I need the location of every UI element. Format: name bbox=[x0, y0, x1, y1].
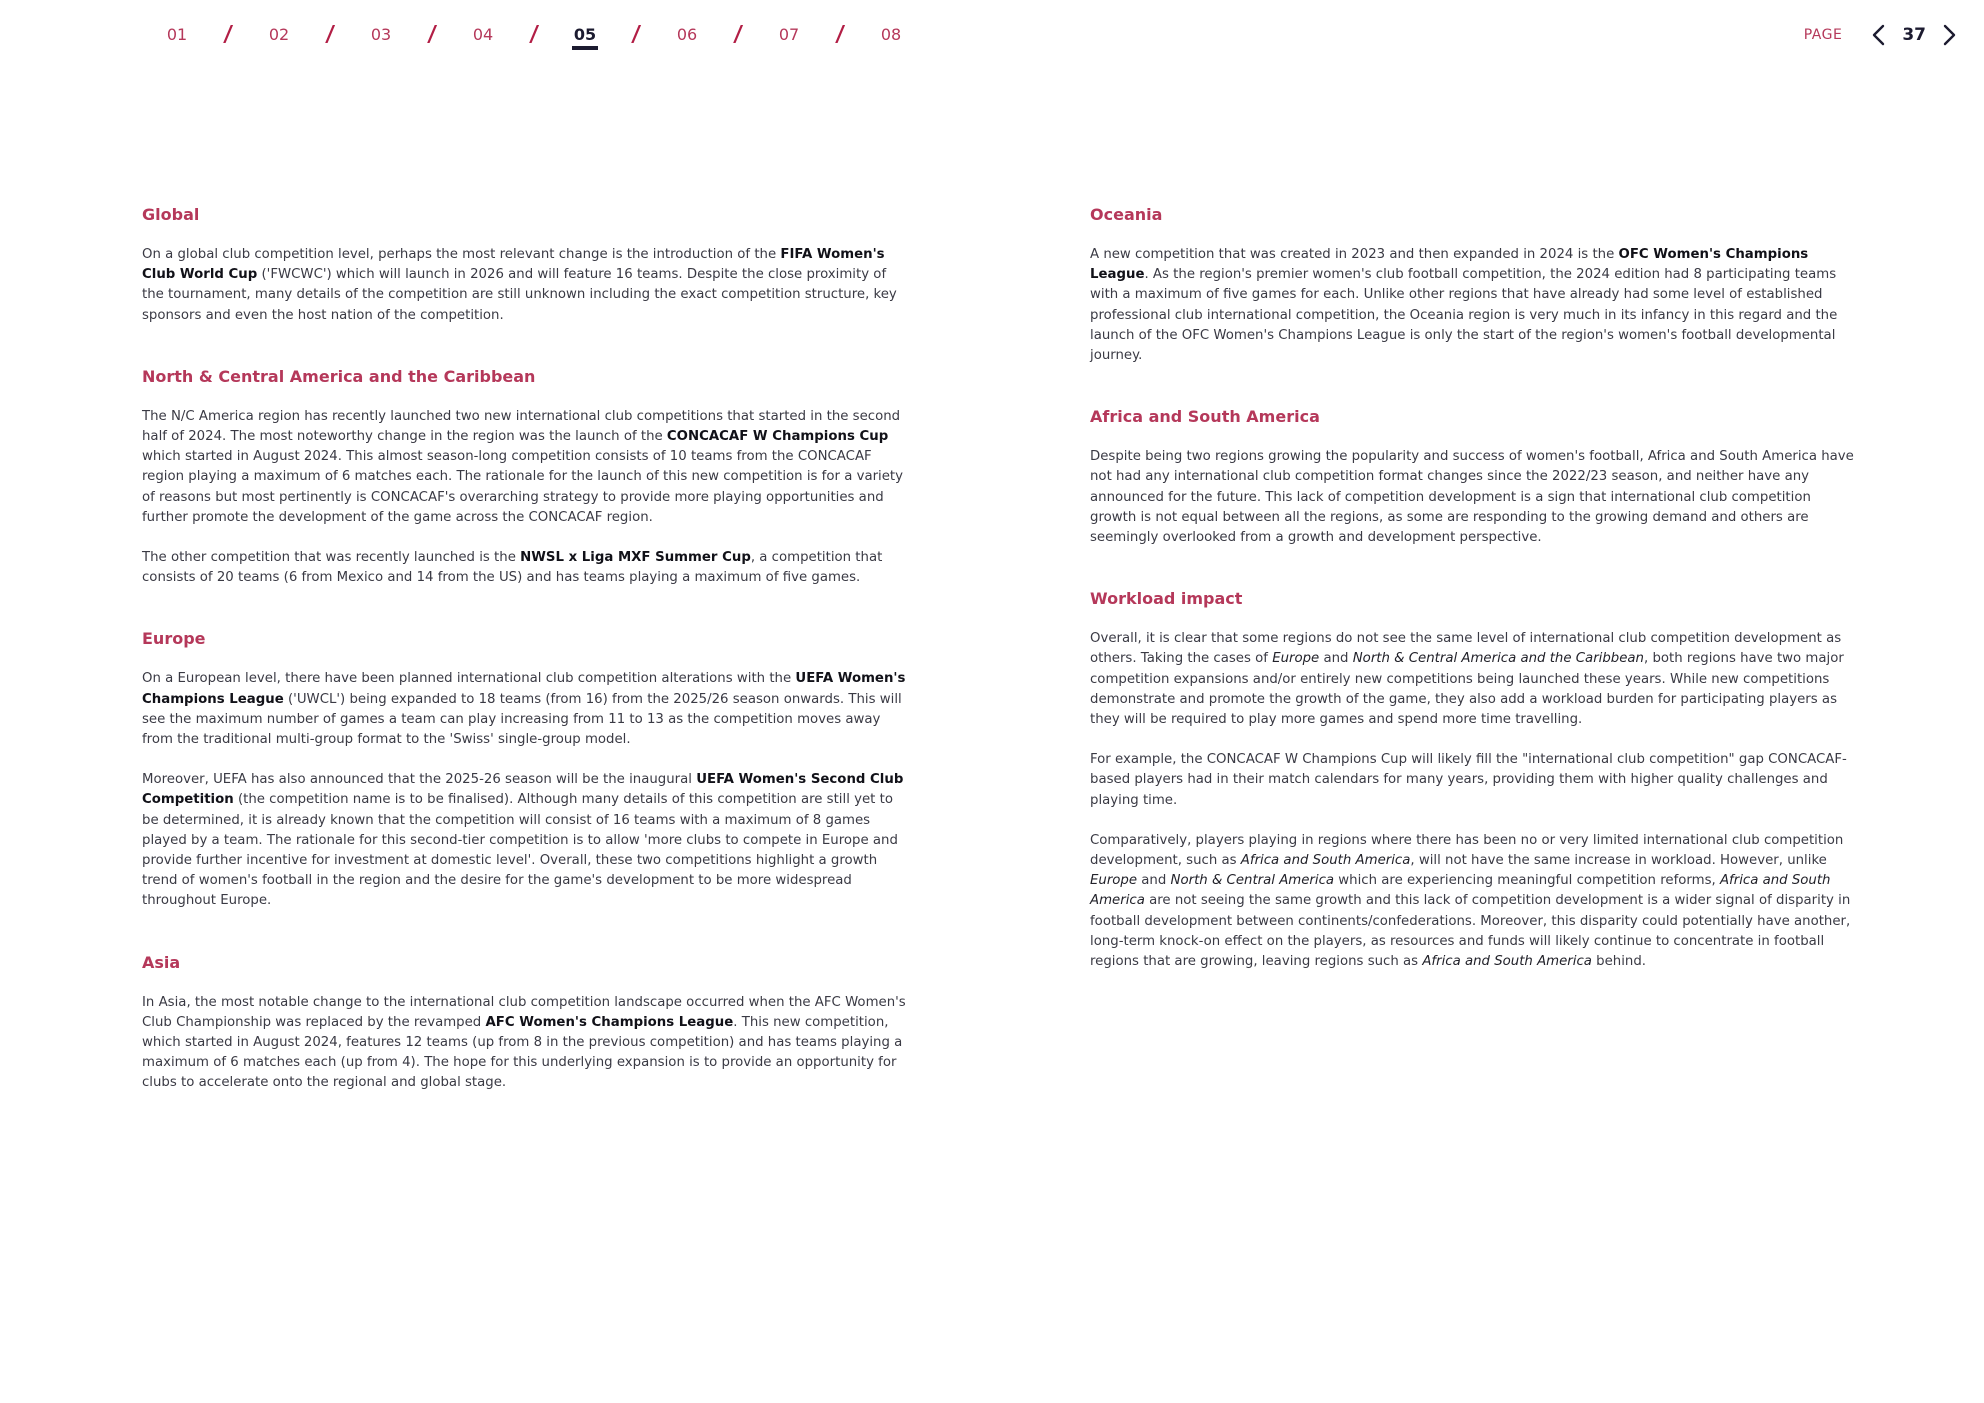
section-heading-north-central-america: North & Central America and the Caribbean bbox=[142, 366, 536, 386]
section-africa-south-america bbox=[1090, 405, 1860, 548]
paragraph: For example, the CONCACAF W Champions Cup will likely fill the "international club competition" gap CONCACAF-based players had in their match calendars for many years, providing them with higher quality challenges and playing time. bbox=[1090, 752, 1847, 808]
paragraph: In Asia, the most notable change to the international club competition landscape occurred when the AFC Women's Club Championship was replaced by the revamped AFC Women's Champions League. This new competition, which started in August 2024, features 12 teams (up from 8 in the previous competition) and has teams playing a maximum of 6 matches each (up from 4). The hope for this underlying expansion is to provide an opportunity for clubs to accelerate onto the regional and global stage. bbox=[142, 994, 906, 1091]
nav-separator: / bbox=[732, 22, 744, 47]
paragraph: A new competition that was created in 2023 and then expanded in 2024 is the OFC Women's Champions League. As the region's premier women's club football competition, the 2024 edition had 8 participating teams with a maximum of five games for each. Unlike other regions that have already had some level of established professional club international competition, the Oceania region is very much in its infancy in this regard and the launch of the OFC Women's Champions League is only the start of the region's women's football developmental journey. bbox=[1090, 247, 1838, 364]
next-page-button[interactable] bbox=[1940, 22, 1960, 48]
region-name: Europe bbox=[1090, 873, 1138, 889]
chapter-link-02[interactable]: 02 bbox=[268, 25, 290, 44]
section-global bbox=[142, 203, 912, 326]
region-name: North & Central America bbox=[1170, 873, 1335, 889]
paragraph: Despite being two regions growing the popularity and success of women's football, Africa and South America have not had any international club competition format changes since the 2022/23 season, and neither have any announced for the future. This lack of competition development is a sign that international club competition growth is not equal between all the regions, as some are responding to the growing demand and others are seemingly overlooked from a growth and development perspective. bbox=[1090, 449, 1854, 546]
section-heading-asia: Asia bbox=[142, 952, 181, 972]
left-column bbox=[142, 203, 912, 1133]
right-column bbox=[1090, 203, 1860, 1011]
section-heading-workload-impact: Workload impact bbox=[1090, 589, 1243, 609]
section-europe bbox=[142, 627, 912, 911]
region-name: North & Central America and the Caribbean bbox=[1352, 651, 1644, 667]
chevron-right-icon bbox=[1943, 24, 1957, 46]
section-heading-oceania: Oceania bbox=[1090, 205, 1163, 224]
chapter-link-06[interactable]: 06 bbox=[676, 25, 698, 44]
paragraph: On a European level, there have been planned international club competition alterations with the UEFA Women's Champions League ('UWCL') being expanded to 18 teams (from 16) from the 2025/26 season onwards. This will see the maximum number of games a team can play increasing from 11 to 13 as the competition moves away from the traditional multi-group format to the 'Swiss' single-group model. bbox=[142, 671, 906, 748]
paragraph: The other competition that was recently launched is the NWSL x Liga MXF Summer Cup, a competition that consists of 20 teams (6 from Mexico and 14 from the US) and has teams playing a maximum of five games. bbox=[142, 550, 883, 586]
paragraph: On a global club competition level, perhaps the most relevant change is the introduction of the FIFA Women's Club World Cup ('FWCWC') which will launch in 2026 and will feature 16 teams. Despite the close proximity of the tournament, many details of the competition are still unknown including the exact competition structure, key sponsors and even the host nation of the competition. bbox=[142, 247, 897, 323]
section-heading-africa-south-america: Africa and South America bbox=[1090, 407, 1320, 427]
previous-page-button[interactable] bbox=[1868, 22, 1888, 48]
section-heading-global: Global bbox=[142, 205, 200, 224]
chapter-link-05-active[interactable]: 05 bbox=[560, 24, 610, 46]
chapter-link-01[interactable]: 01 bbox=[166, 25, 188, 44]
chapter-navigation bbox=[152, 24, 916, 46]
region-name: Africa and South America bbox=[1240, 853, 1411, 869]
competition-name: NWSL x Liga MXF Summer Cup bbox=[520, 550, 751, 566]
competition-name: UEFA Women's Second Club Competition bbox=[142, 772, 904, 808]
region-name: Africa and South America bbox=[1422, 954, 1592, 970]
competition-name: UEFA Women's Champions League bbox=[142, 671, 906, 707]
nav-separator: / bbox=[426, 22, 438, 47]
competition-name: OFC Women's Champions League bbox=[1090, 247, 1809, 283]
page-label: PAGE bbox=[1803, 27, 1843, 43]
paragraph: Overall, it is clear that some regions do not see the same level of international club competition development as others. Taking the cases of Europe and North & Central America and the Caribbean, both regions have two major competition expansions and/or entirely new competitions being launched these years. While new competitions demonstrate and promote the growth of the game, they also add a workload burden for participating players as they will be required to play more games and spend more time travelling. bbox=[1090, 631, 1844, 728]
nav-separator: / bbox=[834, 22, 846, 47]
region-name: Europe bbox=[1272, 651, 1320, 667]
page-pager bbox=[1804, 22, 1960, 48]
section-oceania bbox=[1090, 203, 1860, 366]
nav-separator: / bbox=[222, 22, 234, 47]
competition-name: CONCACAF W Champions Cup bbox=[666, 429, 889, 445]
section-asia bbox=[142, 951, 912, 1094]
competition-name: FIFA Women's Club World Cup bbox=[142, 247, 885, 283]
nav-separator: / bbox=[528, 22, 540, 47]
section-north-central-america bbox=[142, 365, 912, 589]
section-workload-impact bbox=[1090, 587, 1860, 972]
nav-separator: / bbox=[324, 22, 336, 47]
chapter-link-03[interactable]: 03 bbox=[370, 25, 392, 44]
chapter-link-07[interactable]: 07 bbox=[778, 25, 800, 44]
chapter-link-04[interactable]: 04 bbox=[472, 25, 494, 44]
chapter-link-08[interactable]: 08 bbox=[880, 25, 902, 44]
page-number: 37 bbox=[1902, 25, 1926, 45]
paragraph: Comparatively, players playing in regions where there has been no or very limited international club competition development, such as Africa and South America, will not have the same increase in workload. However, unlike Europe and North & Central America which are experiencing meaningful competition reforms, Africa and South America are not seeing the same growth and this lack of competition development is a wider signal of disparity in football development between continents/confederations. Moreover, this disparity could potentially have another, long-term knock-on effect on the players, as resources and funds will likely continue to concentrate in football regions that are growing, leaving regions such as Africa and South America behind. bbox=[1090, 832, 1851, 970]
section-heading-europe: Europe bbox=[142, 629, 206, 649]
chevron-left-icon bbox=[1871, 24, 1885, 46]
paragraph: The N/C America region has recently launched two new international club competitions that started in the second half of 2024. The most noteworthy change in the region was the launch of the CONCACAF W Champions Cup which started in August 2024. This almost season-long competition consists of 10 teams from the CONCACAF region playing a maximum of 6 matches each. The rationale for the launch of this new competition is for a variety of reasons but most pertinently is CONCACAF's overarching strategy to provide more playing opportunities and further promote the development of the game across the CONCACAF region. bbox=[142, 408, 904, 525]
region-name: Africa and South America bbox=[1090, 873, 1831, 909]
nav-separator: / bbox=[630, 22, 642, 47]
competition-name: AFC Women's Champions League bbox=[485, 1014, 734, 1030]
paragraph: Moreover, UEFA has also announced that the 2025-26 season will be the inaugural UEFA Women's Second Club Competition (the competition name is to be finalised). Although many details of this competition are still yet to be determined, it is already known that the competition will consist of 16 teams with a maximum of 8 games played by a team. The rationale for this second-tier competition is to allow 'more clubs to compete in Europe and provide further incentive for investment at domestic level'. Overall, these two competitions highlight a growth trend of women's football in the region and the desire for the game's development to be more widespread throughout Europe. bbox=[142, 772, 904, 909]
